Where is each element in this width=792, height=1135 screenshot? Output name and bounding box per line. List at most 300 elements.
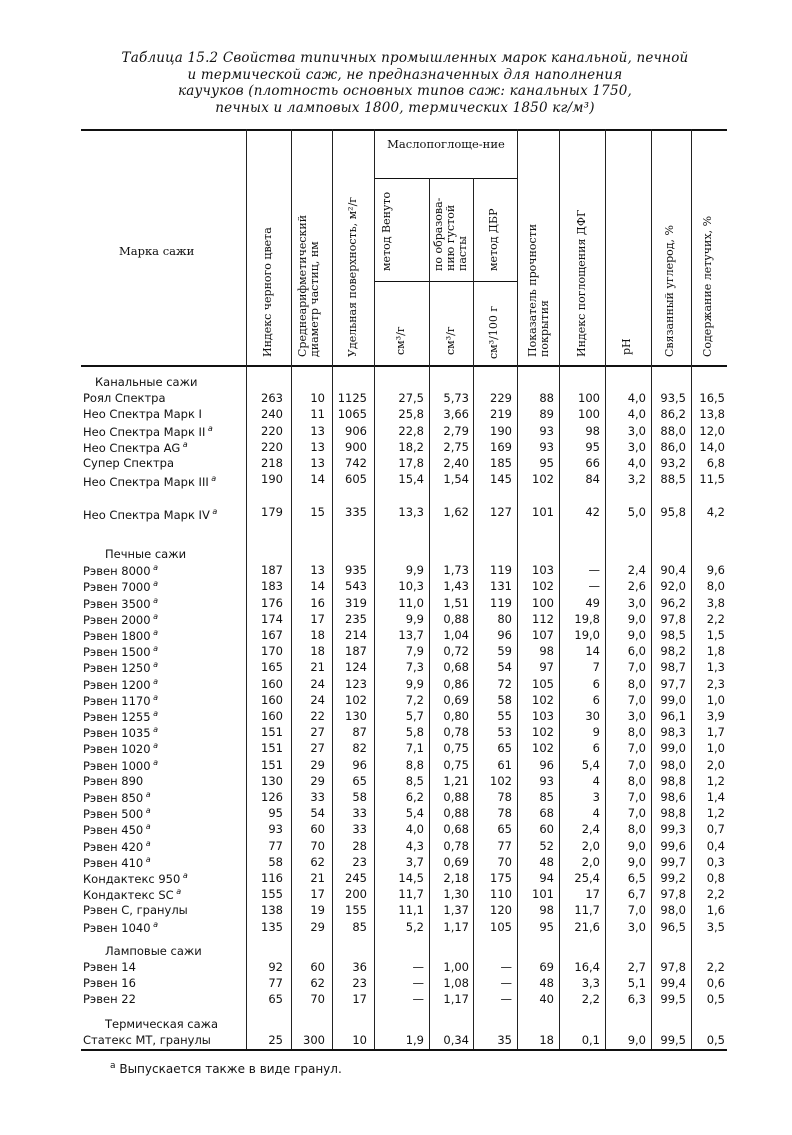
table-cell: 96 [352, 757, 367, 772]
footnote-marker: а [150, 725, 158, 735]
table-cell: 17 [352, 992, 367, 1007]
table-cell: 0,88 [443, 806, 469, 821]
footnote-marker: а [150, 563, 158, 573]
row-brand-name [83, 709, 158, 724]
table-row [81, 822, 727, 838]
table-row [81, 774, 727, 790]
table-cell: 65 [268, 992, 283, 1007]
table-cell: 130 [261, 773, 283, 788]
table-cell: 19,0 [574, 628, 600, 642]
table-row [81, 563, 727, 579]
table-cell: 25,8 [398, 407, 424, 422]
table-bottom-rule [81, 1049, 727, 1051]
table-cell: 6 [592, 692, 600, 707]
brand-text: Кондактекс 950 [83, 871, 181, 886]
table-cell: 2,2 [706, 887, 725, 902]
table-cell: 229 [490, 391, 512, 406]
footnote-marker: а [150, 644, 158, 654]
table-cell: 93 [539, 773, 554, 788]
table-cell: 0,80 [443, 709, 469, 723]
table-cell: 138 [261, 903, 283, 918]
header-black-index: Индекс черного цвета [261, 227, 274, 357]
table-cell: 240 [261, 407, 283, 422]
table-cell: 11,0 [398, 595, 424, 610]
table-cell: 1125 [337, 391, 367, 406]
table-cell: — [500, 976, 512, 991]
table-cell: 4,0 [627, 456, 646, 470]
table-cell: 89 [539, 407, 554, 422]
table-cell: 4,3 [405, 838, 424, 853]
table-cell: 78 [497, 790, 512, 804]
table-cell: — [588, 579, 600, 594]
table-cell: 54 [310, 806, 325, 821]
table-cell: 61 [497, 757, 512, 772]
row-brand-name [83, 1033, 211, 1047]
table-cell: 5,4 [581, 757, 600, 772]
table-cell: 5,73 [443, 391, 469, 406]
table-cell: 18,2 [398, 439, 424, 454]
table-cell: 319 [345, 595, 367, 610]
table-cell: 17 [310, 611, 325, 626]
table-cell: 151 [261, 741, 283, 756]
table-cell: 7,9 [405, 644, 424, 659]
table-cell: 8,0 [627, 822, 646, 837]
table-cell: 8,0 [627, 725, 646, 740]
table-row [81, 855, 727, 871]
table-cell: 3,5 [706, 919, 725, 934]
footnote-text: Выпускается также в виде гранул. [119, 1062, 342, 1076]
table-cell: 55 [497, 709, 512, 723]
table-row [81, 1033, 727, 1049]
table-row [81, 693, 727, 709]
table-cell: 97,8 [660, 887, 686, 902]
table-cell: 2,18 [443, 871, 469, 885]
footnote-mark: а [110, 1061, 116, 1071]
table-cell: 14,5 [398, 871, 424, 885]
table-row [81, 612, 727, 628]
table-cell: 4 [592, 773, 600, 788]
table-cell: 13,7 [398, 628, 424, 642]
table-cell: 1,43 [443, 579, 469, 594]
table-row [81, 806, 727, 822]
table-cell: 2,0 [581, 854, 600, 869]
table-cell: 98,2 [660, 644, 686, 659]
table-cell: 100 [578, 391, 600, 406]
footnote-marker: а [150, 757, 158, 767]
table-cell: 9,6 [706, 563, 725, 578]
table-cell: 3,0 [627, 423, 646, 438]
table-cell: 605 [345, 472, 367, 487]
table-cell: 175 [490, 871, 512, 885]
row-brand-name [83, 693, 158, 708]
footnote-marker: а [150, 741, 158, 751]
header-unit-dbp: см³/100 г [487, 305, 500, 359]
table-cell: 98,7 [660, 660, 686, 675]
table-cell: 107 [532, 628, 554, 642]
table-cell: 27,5 [398, 391, 424, 406]
brand-text: Рэвен 420 [83, 839, 144, 854]
table-cell: 7,2 [405, 692, 424, 707]
table-cell: 9,9 [405, 676, 424, 691]
table-cell: 130 [345, 709, 367, 723]
table-cell: 95 [585, 439, 600, 454]
table-cell: 1,9 [405, 1032, 424, 1047]
table-cell: 3,2 [627, 472, 646, 487]
brand-text: Рэвен 1000 [83, 758, 151, 773]
table-cell: 101 [532, 887, 554, 902]
table-cell: 0,78 [443, 838, 469, 853]
table-cell: 48 [539, 854, 554, 869]
table-cell: 93 [539, 439, 554, 454]
row-brand-name [83, 644, 158, 659]
section-title: Ламповые сажи [105, 943, 202, 958]
table-cell: 155 [261, 887, 283, 902]
table-cell: 33 [352, 806, 367, 821]
table-cell: 35 [497, 1032, 512, 1047]
row-brand-name [83, 992, 136, 1006]
table-cell: 219 [490, 407, 512, 422]
table-cell: 99,3 [660, 822, 686, 837]
table-cell: 5,8 [405, 725, 424, 740]
section-title: Канальные сажи [95, 375, 198, 389]
table-cell: 99,6 [660, 838, 686, 853]
table-cell: 10 [352, 1032, 367, 1047]
table-cell: 98 [585, 423, 600, 438]
section-title: Термическая сажа [105, 1016, 219, 1031]
table-cell: 1,4 [706, 790, 725, 804]
brand-text: Супер Спектра [83, 456, 175, 470]
table-row [81, 790, 727, 806]
row-brand-name [83, 505, 233, 522]
brand-text: Рэвен 450 [83, 823, 144, 838]
table-cell: 0,78 [443, 725, 469, 740]
brand-text: Рэвен 2000 [83, 612, 151, 627]
table-cell: 102 [532, 741, 554, 756]
footnote-marker: а [143, 806, 151, 816]
header-brand: Марка сажи [119, 244, 195, 258]
footnote-marker: а [180, 871, 188, 880]
table-cell: 21,6 [574, 919, 600, 934]
footnote-marker: а [205, 423, 213, 433]
table-cell: 14,0 [699, 439, 725, 454]
table-cell: 66 [585, 456, 600, 470]
table-cell: 27 [310, 725, 325, 740]
table-cell: 52 [539, 838, 554, 853]
table-cell: 176 [261, 595, 283, 610]
table-cell: 2,3 [706, 676, 725, 691]
table-cell: 97,8 [660, 960, 686, 974]
table-cell: 88,0 [660, 423, 686, 438]
table-cell: 0,5 [706, 1032, 725, 1047]
row-brand-name [83, 855, 151, 870]
table-cell: 5,1 [627, 976, 646, 991]
table-cell: 53 [497, 725, 512, 740]
table-cell: 27 [310, 741, 325, 756]
table-cell: 17 [585, 887, 600, 902]
table-cell: 96,1 [660, 709, 686, 723]
table-cell: 543 [345, 579, 367, 594]
table-cell: 0,69 [443, 692, 469, 707]
table-row [81, 758, 727, 774]
table-cell: 112 [532, 611, 554, 626]
table-cell: 58 [497, 692, 512, 707]
row-brand-name [83, 920, 158, 935]
table-cell: 102 [532, 692, 554, 707]
header-bottom-rule [81, 365, 727, 367]
table-cell: 1065 [337, 407, 367, 422]
row-brand-name [83, 612, 158, 627]
table-cell: 98,8 [660, 806, 686, 821]
brand-text: Рэвен 1800 [83, 628, 151, 643]
table-row [81, 456, 727, 472]
table-cell: 13,8 [699, 407, 725, 422]
table-cell: 86,0 [660, 439, 686, 454]
row-brand-name [83, 660, 158, 675]
brand-text: Рэвен 8000 [83, 564, 151, 579]
table-cell: 93,5 [660, 391, 686, 406]
table-cell: 99,5 [660, 992, 686, 1007]
table-cell: 78 [497, 806, 512, 821]
table-cell: 7,0 [627, 660, 646, 675]
table-cell: 72 [497, 676, 512, 691]
table-cell: 9,0 [627, 611, 646, 626]
row-brand-name [83, 960, 136, 974]
header-carbon: Связанный углерод, % [663, 225, 676, 357]
table-cell: 23 [352, 854, 367, 869]
footnote-marker: а [208, 474, 217, 484]
table-row [81, 424, 727, 440]
table-cell: 263 [261, 391, 283, 406]
table-cell: 170 [261, 644, 283, 659]
table-cell: 190 [261, 472, 283, 487]
table-row [81, 391, 727, 407]
table-cell: 0,86 [443, 676, 469, 691]
table-cell: 7,0 [627, 757, 646, 772]
table-cell: 3,8 [706, 595, 725, 610]
brand-text: Рэвен 1170 [83, 693, 151, 708]
table-cell: 29 [310, 757, 325, 772]
table-cell: 10,3 [398, 579, 424, 594]
table-cell: 160 [261, 709, 283, 723]
table-cell: 98,8 [660, 773, 686, 788]
row-brand-name [83, 579, 158, 594]
table-cell: 126 [261, 790, 283, 804]
table-cell: 70 [310, 838, 325, 853]
table-cell: 1,00 [443, 960, 469, 974]
caption-line: каучуков (плотность основных типов саж: канальных 1750, [177, 83, 633, 99]
footnote-marker: а [150, 692, 158, 702]
table-cell: 98,0 [660, 757, 686, 772]
table-cell: 105 [532, 676, 554, 691]
table-cell: 187 [261, 563, 283, 578]
brand-text: Рэвен 22 [83, 992, 136, 1007]
table-cell: 99,5 [660, 1032, 686, 1047]
footnote-marker: а [180, 439, 188, 449]
table-cell: 6,3 [627, 992, 646, 1007]
brand-text: Статекс МТ, гранулы [83, 1032, 211, 1047]
row-brand-name [83, 887, 181, 902]
caption-line: и термической саж, не предназначенных для наполнения [187, 66, 623, 83]
section-title: Печные сажи [105, 547, 187, 561]
table-cell: 3 [592, 790, 600, 804]
footnote-marker: а [150, 660, 158, 670]
table-cell: 169 [490, 439, 512, 454]
table-cell: — [500, 960, 512, 974]
table-cell: 220 [261, 439, 283, 454]
table-cell: 33 [310, 790, 325, 804]
table-row [81, 741, 727, 757]
table-cell: — [500, 992, 512, 1007]
table-cell: 245 [345, 871, 367, 885]
table-cell: 95 [539, 919, 554, 934]
table-row [81, 887, 727, 903]
brand-text: Нео Спектра Марк II [83, 424, 206, 439]
table-cell: 135 [261, 919, 283, 934]
table-cell: 3,0 [627, 709, 646, 723]
brand-text: Нео Спектра AG [83, 440, 181, 455]
table-cell: 5,0 [627, 504, 646, 519]
row-brand-name [83, 790, 151, 805]
table-cell: 22,8 [398, 423, 424, 438]
table-cell: 7,1 [405, 741, 424, 756]
table-cell: — [412, 992, 424, 1007]
table-cell: 9,0 [627, 854, 646, 869]
brand-text: Рэвен 3500 [83, 596, 151, 611]
table-cell: 6,5 [627, 871, 646, 885]
table-cell: 15 [310, 504, 325, 519]
table-cell: 1,0 [706, 692, 725, 707]
table-cell: 0,88 [443, 611, 469, 626]
table-cell: 4,0 [627, 407, 646, 422]
table-cell: 94 [539, 871, 554, 885]
table-cell: 70 [497, 854, 512, 869]
brand-text: Кондактекс SC [83, 888, 174, 903]
table-cell: 95 [268, 806, 283, 821]
table-cell: 8,5 [405, 773, 424, 788]
table-row [81, 596, 727, 612]
table-cell: 1,17 [443, 992, 469, 1007]
table-cell: 9 [592, 725, 600, 740]
table-cell: 165 [261, 660, 283, 675]
table-cell: 12,0 [699, 423, 725, 438]
table-cell: 0,88 [443, 790, 469, 804]
table-cell: 16,4 [574, 960, 600, 974]
table-cell: 145 [490, 472, 512, 487]
header-paste: по образова-нию густой пасты [432, 197, 469, 271]
table-cell: 60 [539, 822, 554, 837]
table-cell: 0,68 [443, 660, 469, 675]
table-cell: 14 [585, 644, 600, 659]
table-cell: 87 [352, 725, 367, 740]
table-top-rule [81, 129, 727, 131]
row-brand-name [83, 741, 158, 756]
table-cell: 0,69 [443, 854, 469, 869]
table-cell: 1,2 [706, 773, 725, 788]
table-cell: 96,2 [660, 595, 686, 610]
table-cell: 96 [497, 628, 512, 642]
row-brand-name [83, 839, 151, 854]
table-cell: 102 [345, 692, 367, 707]
table-cell: 4,2 [706, 504, 725, 519]
table-cell: 80 [497, 611, 512, 626]
table-row [81, 709, 727, 725]
table-cell: 0,4 [706, 838, 725, 853]
table-cell: 19,8 [574, 611, 600, 626]
table-cell: 2,75 [443, 439, 469, 454]
table-cell: 235 [345, 611, 367, 626]
table-cell: 77 [268, 976, 283, 991]
table-cell: 185 [490, 456, 512, 470]
table-cell: 200 [345, 887, 367, 902]
header-diameter: Среднеарифметический диаметр частиц, нм [296, 214, 321, 357]
table-cell: 85 [539, 790, 554, 804]
table-cell: 48 [539, 976, 554, 991]
table-cell: 1,21 [443, 773, 469, 788]
table-cell: 1,2 [706, 806, 725, 821]
table-cell: 742 [345, 456, 367, 470]
table-cell: 11,5 [699, 472, 725, 487]
footnote-marker: а [143, 838, 151, 848]
header-ph: pH [620, 338, 633, 355]
footnote [110, 1061, 342, 1076]
table-cell: 96,5 [660, 919, 686, 934]
header-unit-venuto: см³/г [394, 326, 407, 355]
header-strength: Показатель прочности покрытия [526, 223, 551, 357]
footnote-marker: а [143, 790, 151, 799]
table-cell: 11 [310, 407, 325, 422]
table-cell: 174 [261, 611, 283, 626]
table-cell: 54 [497, 660, 512, 675]
table-cell: 103 [532, 709, 554, 723]
table-cell: 98 [539, 644, 554, 659]
table-cell: 13 [310, 423, 325, 438]
table-cell: 100 [578, 407, 600, 422]
table-cell: 100 [532, 595, 554, 610]
table-cell: 95 [539, 456, 554, 470]
table-cell: 98,0 [660, 903, 686, 918]
table-cell: 29 [310, 919, 325, 934]
table-row [81, 871, 727, 887]
table-cell: 1,7 [706, 725, 725, 740]
table-cell: 21 [310, 871, 325, 885]
table-cell: 187 [345, 644, 367, 659]
table-cell: 97,8 [660, 611, 686, 626]
footnote-marker: а [209, 506, 218, 516]
table-row [81, 472, 727, 488]
table-cell: 13 [310, 563, 325, 578]
brand-text: Нео Спектра Марк IV [83, 507, 210, 522]
brand-text: Нео Спектра Марк I [83, 407, 202, 422]
table-row [81, 677, 727, 693]
table-cell: 5,7 [405, 709, 424, 723]
table-cell: 88,5 [660, 472, 686, 487]
table-cell: 14 [310, 472, 325, 487]
table-cell: 127 [490, 504, 512, 519]
table-cell: 5,4 [405, 806, 424, 821]
table-cell: 2,7 [627, 960, 646, 974]
table-cell: 62 [310, 854, 325, 869]
table-cell: 98 [539, 903, 554, 918]
brand-text: Рэвен 7000 [83, 580, 151, 595]
table-cell: 3,9 [706, 709, 725, 723]
table-cell: 90,4 [660, 563, 686, 578]
brand-text: Рэвен 890 [83, 773, 144, 788]
table-row [81, 660, 727, 676]
table-cell: 1,51 [443, 595, 469, 610]
row-brand-name [83, 391, 166, 405]
table-cell: 1,08 [443, 976, 469, 991]
table-cell: 92 [268, 960, 283, 974]
